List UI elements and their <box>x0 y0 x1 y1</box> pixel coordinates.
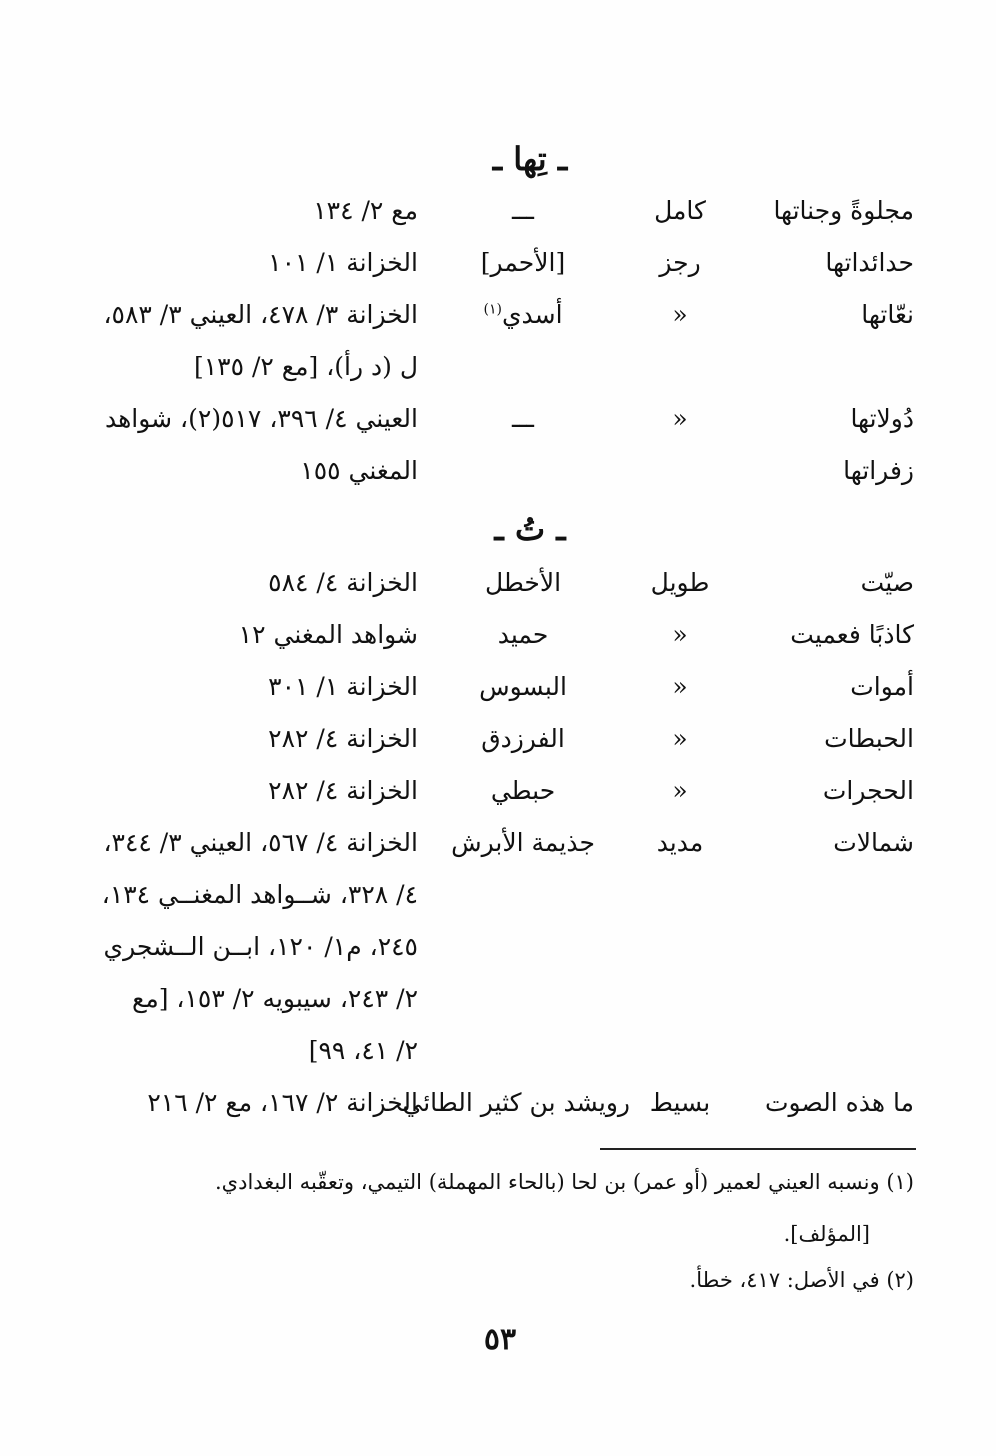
source: الخزانة ١/ ١٠١ <box>268 248 418 277</box>
source: الخزانة ٤/ ٥٦٧، العيني ٣/ ٣٤٤، <box>103 828 418 857</box>
footnote-text: ونسبه العيني لعمير (أو عمر) بن لحا (بالحاء المهملة) التيمي، وتعقّبه البغدادي. <box>214 1170 880 1194</box>
poet-name: أسدي <box>501 300 563 329</box>
source: الخزانة ٤/ ٢٨٢ <box>268 776 418 805</box>
footnote-marker: (١) <box>483 301 502 318</box>
rhyme-word: صيّت <box>860 568 914 597</box>
table-row <box>0 724 996 776</box>
rhyme-word: زفراتها <box>843 456 914 485</box>
footnote <box>215 1170 914 1194</box>
rhyme-word: شمالات <box>833 828 914 857</box>
table-row <box>0 404 996 456</box>
meter: رجز <box>659 248 701 277</box>
source-continuation: ٤/ ٣٢٨، شــواهد المغنــي ١٣٤، <box>101 880 418 909</box>
meter: طويل <box>650 568 710 597</box>
source-continuation: ٢٤٥، م١/ ١٢٠، ابــن الــشجري <box>103 932 418 961</box>
rhyme-word: كاذبًا فعميت <box>790 620 914 649</box>
section-heading: ـ تِها ـ <box>492 140 568 178</box>
rhyme-word: أموات <box>850 672 914 701</box>
rhyme-word: ما هذه الصوت <box>765 1088 914 1117</box>
footnote-marker: (١) <box>886 1170 914 1194</box>
poet: الأخطل <box>484 568 562 597</box>
meter: « <box>672 724 688 753</box>
footnote-marker: (٢) <box>886 1268 914 1292</box>
source: الخزانة ٤/ ٥٨٤ <box>268 568 418 597</box>
meter: مديد <box>656 828 704 857</box>
source: شواهد المغني ١٢ <box>238 620 418 649</box>
rhyme-word: الحبطات <box>824 724 914 753</box>
poet: البسوس <box>479 672 567 701</box>
rhyme-word: دُولاتها <box>850 404 914 433</box>
source-continuation: ل (د رأ)، [مع ٢/ ١٣٥] <box>193 352 418 381</box>
meter: « <box>672 620 688 649</box>
source: مع ٢/ ١٣٤ <box>313 196 418 225</box>
source: المغني ١٥٥ <box>300 456 418 485</box>
source: الخزانة ٣/ ٤٧٨، العيني ٣/ ٥٨٣، <box>103 300 418 329</box>
meter: « <box>672 404 688 433</box>
table-row <box>0 196 996 248</box>
table-row <box>0 568 996 620</box>
meter: بسيط <box>649 1088 711 1117</box>
table-row <box>0 456 996 508</box>
source: الخزانة ٢/ ١٦٧، مع ٢/ ٢١٦ <box>147 1088 418 1117</box>
table-row <box>0 672 996 724</box>
poet: ـــ <box>512 404 534 433</box>
poet: جذيمة الأبرش <box>451 828 595 857</box>
poet: رويشد بن كثير الطائي <box>402 1088 630 1117</box>
poet: الفرزدق <box>481 724 565 753</box>
meter: كامل <box>654 196 706 225</box>
table-row <box>0 248 996 300</box>
source-continuation: ٢/ ٤١، ٩٩] <box>308 1036 418 1065</box>
poet <box>438 300 608 329</box>
poet: حبطي <box>490 776 556 805</box>
source: الخزانة ١/ ٣٠١ <box>268 672 418 701</box>
meter: « <box>672 300 688 329</box>
rhyme-word: الحجرات <box>822 776 914 805</box>
poet: حميد <box>497 620 549 649</box>
poet: ـــ <box>512 196 534 225</box>
rhyme-word: نعّاتها <box>861 300 914 329</box>
page-number: ٥٣ <box>483 1322 517 1357</box>
footnote-continuation: [المؤلف]. <box>783 1222 870 1246</box>
source-continuation: ٢/ ٢٤٣، سيبويه ٢/ ١٥٣، [مع <box>132 984 418 1013</box>
table-row <box>0 1088 996 1140</box>
rhyme-word: مجلوةً وجناتها <box>773 196 914 225</box>
meter: « <box>672 776 688 805</box>
meter: « <box>672 672 688 701</box>
source: الخزانة ٤/ ٢٨٢ <box>268 724 418 753</box>
footnote-text: في الأصل: ٤١٧، خطأ. <box>689 1268 880 1292</box>
section-heading: ـ تُ ـ <box>494 510 566 548</box>
footnote <box>690 1268 914 1292</box>
rhyme-word: حدائداتها <box>825 248 914 277</box>
table-row <box>0 776 996 828</box>
table-row <box>0 828 996 880</box>
footnote-separator <box>600 1148 916 1150</box>
table-row <box>0 300 996 352</box>
source: العيني ٤/ ٣٩٦، ٥١٧(٢)، شواهد <box>104 404 418 433</box>
table-row <box>0 620 996 672</box>
poet: [الأحمر] <box>480 248 566 277</box>
